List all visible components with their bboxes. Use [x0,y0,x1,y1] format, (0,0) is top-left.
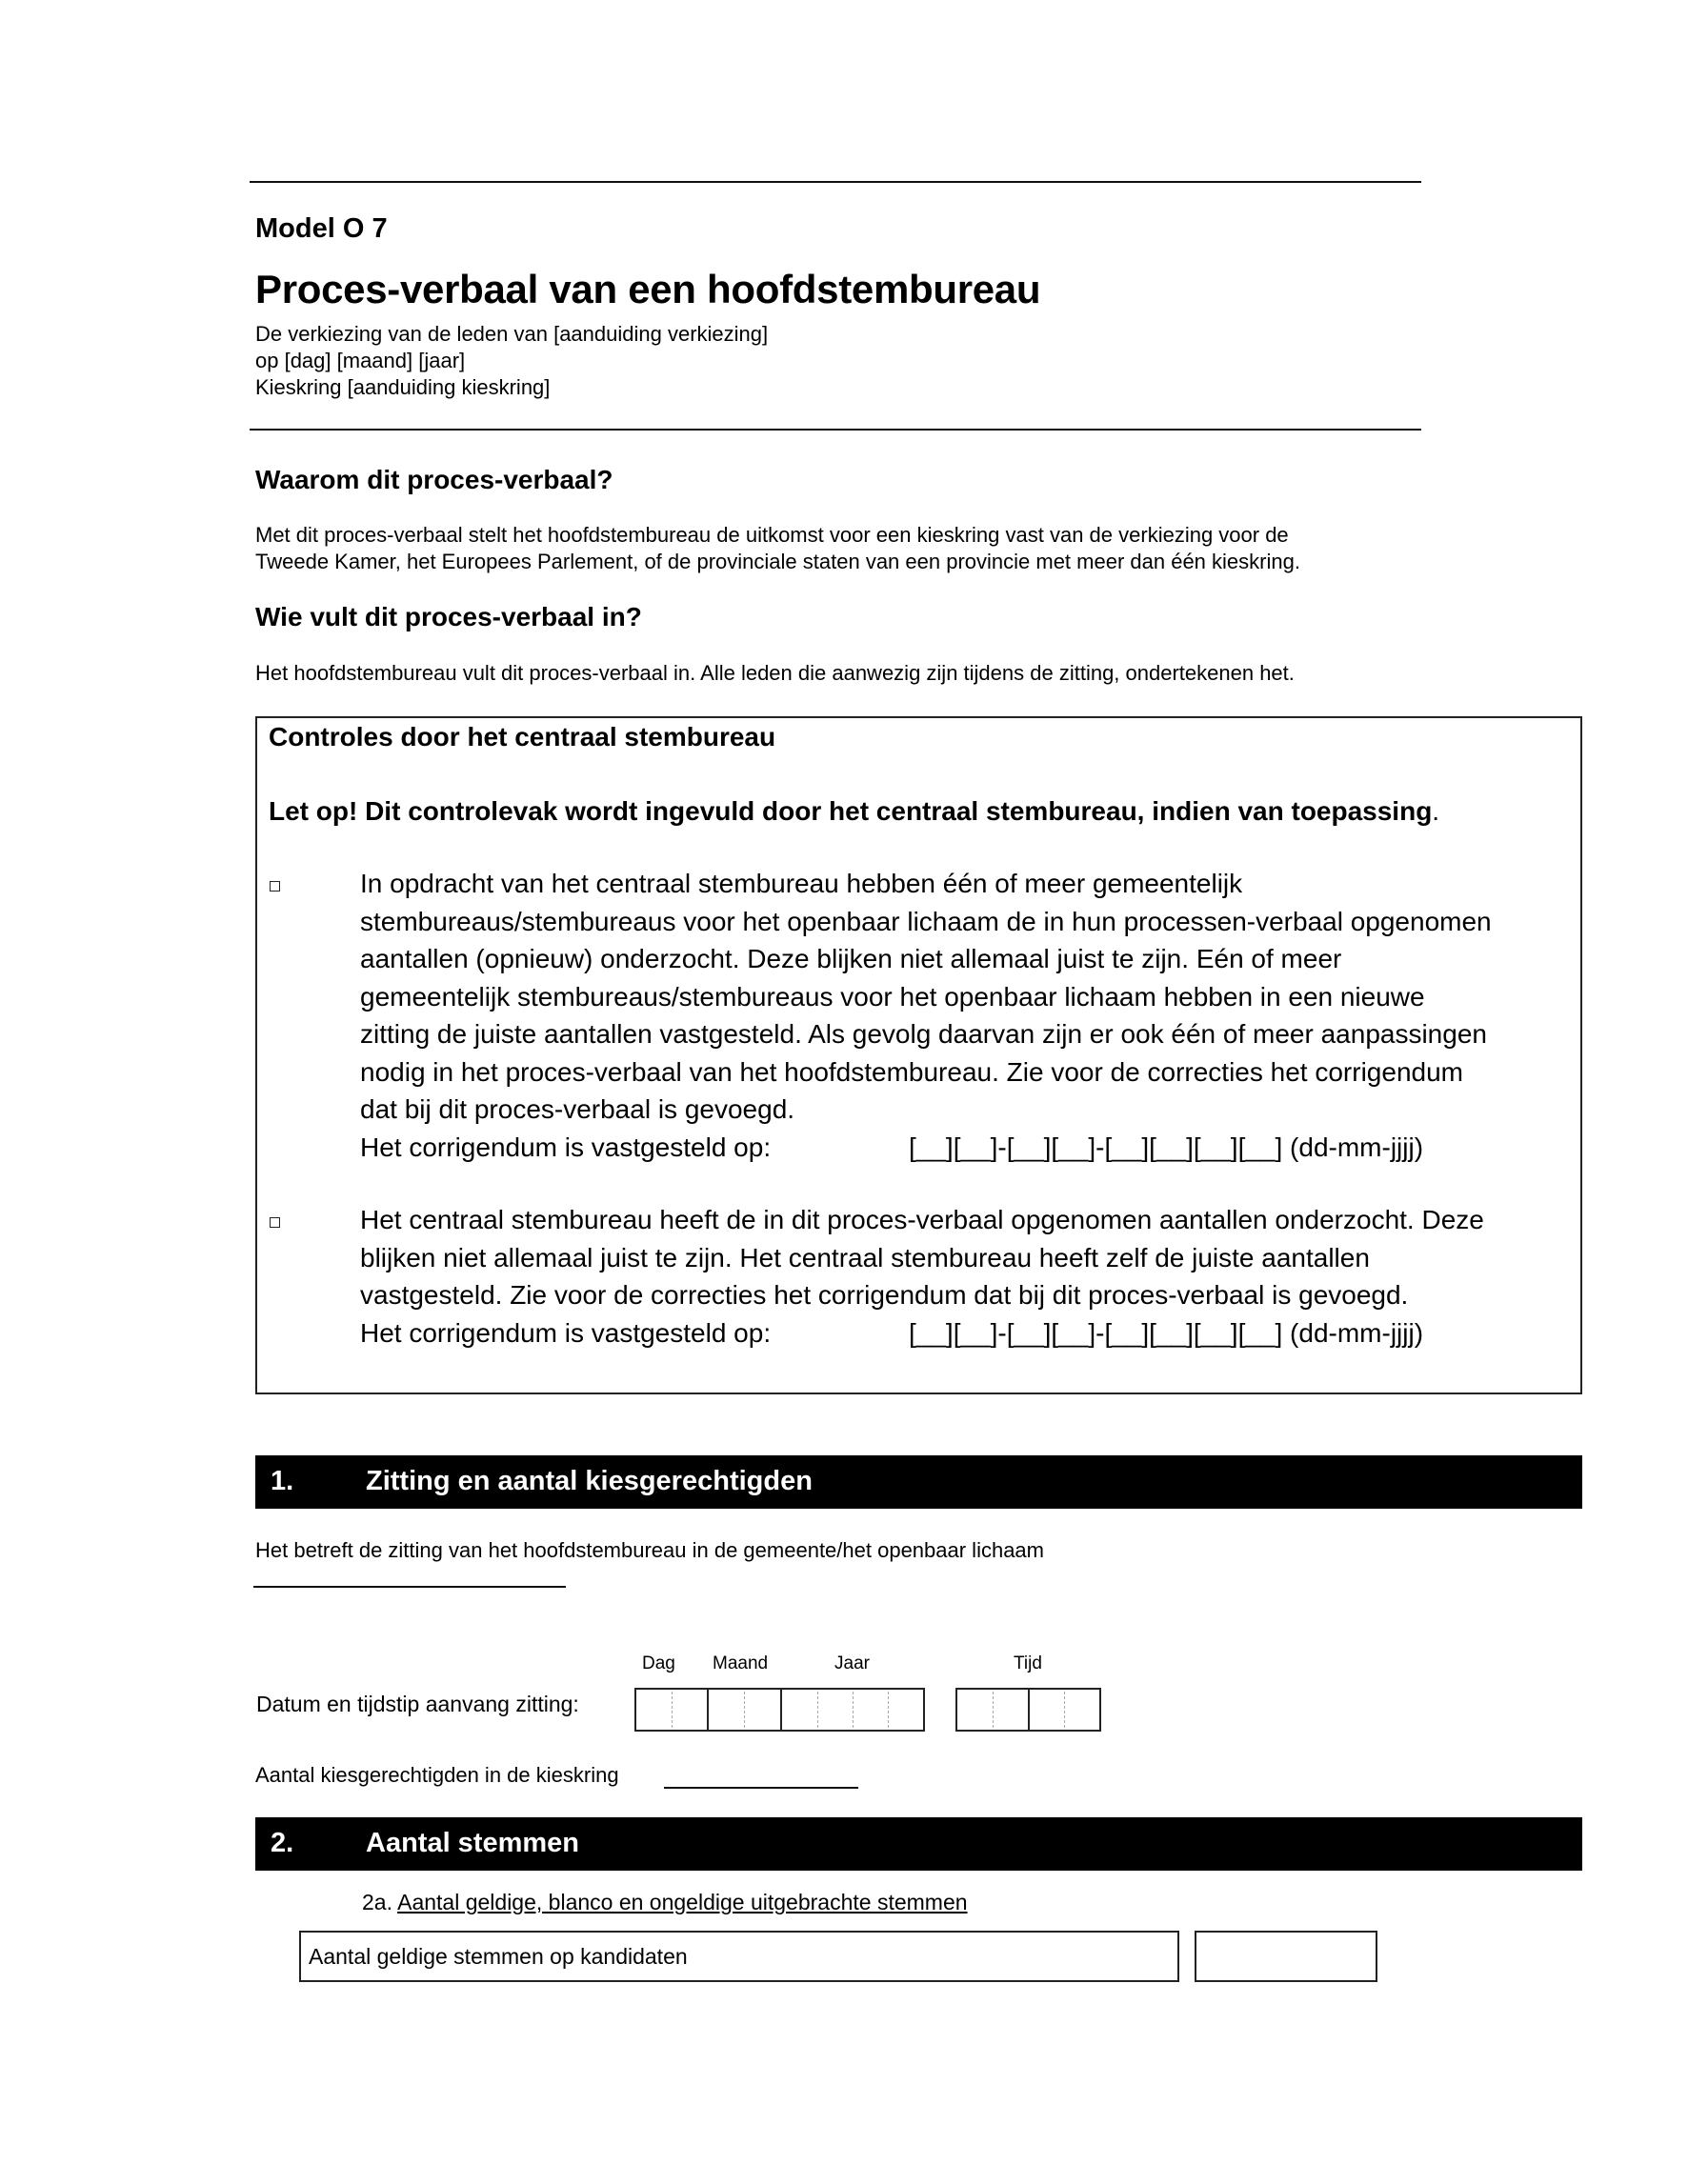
option-1-line: nodig in het proces-verbaal van het hoofdstembureau. Zie voor de correcties het corrigendum [360,1056,1463,1087]
who-text: Het hoofdstembureau vult dit proces-verbaal in. Alle leden die aanwezig zijn tijdens de zitting, ondertekenen het. [255,661,1295,685]
option-1-line: dat bij dit proces-verbaal is gevoegd. [360,1094,795,1124]
session-date-input[interactable] [634,1688,925,1732]
why-text-line-1: Met dit proces-verbaal stelt het hoofdstembureau de uitkomst voor een kieskring vast van de verkiezing voor de [255,523,1289,547]
option-2-checkbox[interactable] [270,1217,280,1228]
option-2-line: blijken niet allemaal juist te zijn. Het centraal stembureau heeft zelf de juiste aantallen [360,1242,1370,1272]
municipality-input[interactable] [253,1586,566,1588]
time-hours-segment[interactable] [957,1690,1030,1730]
option-1-text [360,865,1570,1166]
subsection-2a-prefix: 2a. [362,1890,392,1914]
option-1-checkbox[interactable] [270,881,280,892]
session-time-input[interactable] [955,1688,1101,1732]
option-1-date-row [360,1129,1570,1167]
subsection-2a-heading [362,1890,968,1915]
section-1-number: 1. [271,1466,294,1496]
section-2-title: Aantal stemmen [366,1828,580,1858]
label-month: Maand [713,1653,769,1673]
option-2-date-field[interactable]: [__][__]-[__][__]-[__][__][__][__] (dd-mm-jjjj) [909,1317,1424,1348]
why-text-line-2: Tweede Kamer, het Europees Parlement, of de provinciale staten van een provincie met meer dan één kieskring. [255,550,1300,573]
controls-warning [269,796,1439,827]
section-2-header [255,1817,1582,1871]
subtitle-election: De verkiezing van de leden van [aanduiding verkiezing] [255,322,769,346]
option-1-line: In opdracht van het centraal stembureau hebben één of meer gemeentelijk [360,869,1243,898]
label-year: Jaar [834,1653,870,1673]
option-2-date-label: Het corrigendum is vastgesteld op: [360,1317,772,1348]
valid-votes-input[interactable] [1195,1931,1377,1982]
page-title: Proces-verbaal van een hoofdstembureau [255,267,1041,311]
why-heading: Waarom dit proces-verbaal? [255,465,613,494]
section-1-title: Zitting en aantal kiesgerechtigden [366,1466,813,1496]
subsection-2a-title: Aantal geldige, blanco en ongeldige uitgebrachte stemmen [397,1890,968,1914]
valid-votes-label: Aantal geldige stemmen op kandidaten [299,1931,1179,1982]
label-time: Tijd [1014,1653,1042,1673]
option-1-line: zitting de juiste aantallen vastgesteld. Als gevolg daarvan zijn er ook één of meer aanpassingen [360,1019,1487,1049]
controls-warning-period: . [1432,796,1440,826]
section-2-number: 2. [271,1828,294,1858]
session-date-label: Datum en tijdstip aanvang zitting: [256,1692,579,1716]
municipality-text: Het betreft de zitting van het hoofdstembureau in de gemeente/het openbaar lichaam [255,1538,1044,1562]
date-year-segment[interactable] [782,1690,924,1730]
voters-input[interactable] [664,1787,858,1789]
top-rule [250,181,1421,183]
option-1-date-label: Het corrigendum is vastgesteld op: [360,1132,772,1162]
subtitle-constituency: Kieskring [aanduiding kieskring] [255,375,551,399]
model-number: Model O 7 [255,213,388,244]
option-2-line: vastgesteld. Zie voor de correcties het corrigendum dat bij dit proces-verbaal is gevoegd. [360,1280,1409,1310]
option-2-text [360,1201,1570,1352]
voters-label: Aantal kiesgerechtigden in de kieskring [255,1763,619,1787]
option-2-line: Het centraal stembureau heeft de in dit proces-verbaal opgenomen aantallen onderzocht. Deze [360,1205,1484,1234]
option-2-date-row [360,1314,1570,1352]
controls-title: Controles door het centraal stembureau [269,722,776,751]
header-bottom-rule [250,429,1421,431]
who-heading: Wie vult dit proces-verbaal in? [255,602,642,631]
controls-warning-text: Let op! Dit controlevak wordt ingevuld door het centraal stembureau, indien van toepassing [269,796,1433,826]
option-1-date-field[interactable]: [__][__]-[__][__]-[__][__][__][__] (dd-mm-jjjj) [909,1132,1424,1162]
date-day-segment[interactable] [636,1690,709,1730]
subtitle-date: op [dag] [maand] [jaar] [255,349,466,372]
option-1-line: stembureaus/stembureaus voor het openbaar lichaam de in hun processen-verbaal opgenomen [360,906,1492,936]
time-minutes-segment[interactable] [1030,1690,1100,1730]
label-day: Dag [642,1653,675,1673]
date-month-segment[interactable] [709,1690,781,1730]
option-1-line: aantallen (opnieuw) onderzocht. Deze blijken niet allemaal juist te zijn. Eén of meer [360,944,1342,973]
section-1-header [255,1455,1582,1509]
option-1-line: gemeentelijk stembureaus/stembureaus voor het openbaar lichaam hebben in een nieuwe [360,981,1425,1012]
